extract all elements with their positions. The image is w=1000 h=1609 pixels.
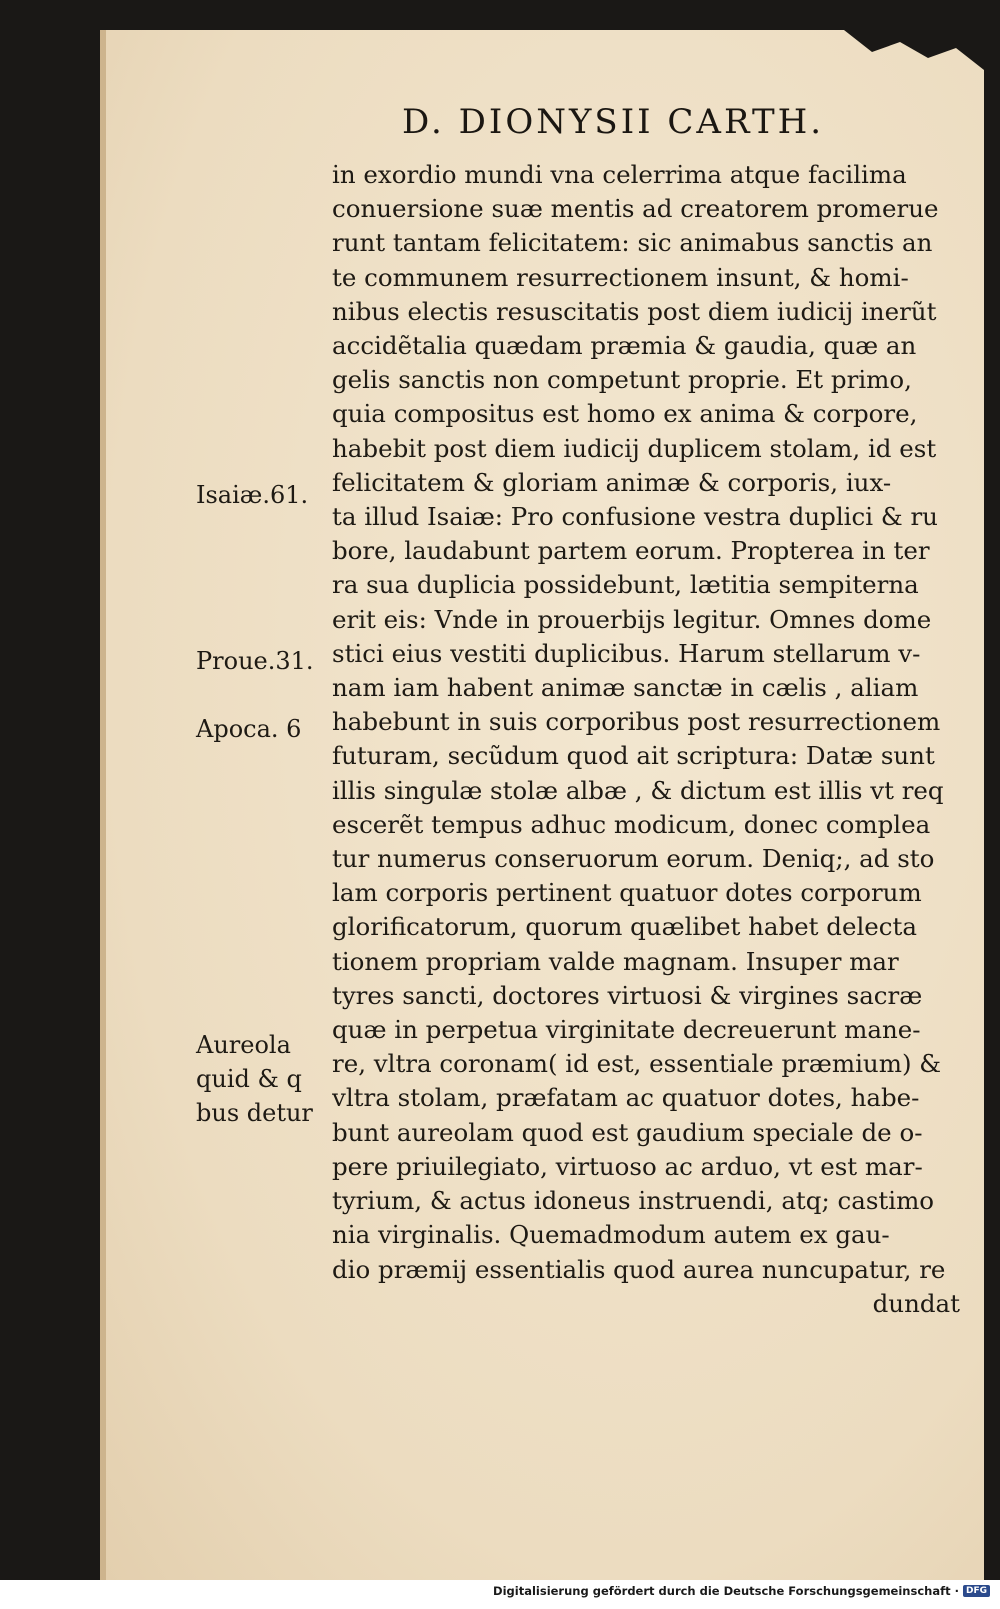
running-head: D. DIONYSII CARTH. — [402, 102, 825, 142]
text-line: nam iam habent animæ sanctæ in cælis , aliam — [332, 673, 919, 703]
text-line: quia compositus est homo ex anima & corpore, — [332, 399, 918, 429]
text-line: glorificatorum, quorum quælibet habet delecta — [332, 912, 917, 942]
text-line: illis singulæ stolæ albæ , & dictum est illis vt req — [332, 775, 944, 805]
text-line: tyrium, & actus idoneus instruendi, atq; castimo — [332, 1186, 935, 1216]
body-text — [332, 158, 960, 1321]
text-line: re, vltra coronam( id est, essentiale præmium) & — [332, 1049, 942, 1079]
text-line: nia virginalis. Quemadmodum autem ex gau- — [332, 1220, 890, 1250]
text-line: dundat — [872, 1288, 960, 1318]
text-line: habebit post diem iudicij duplicem stolam, id est — [332, 433, 937, 463]
text-line: pere priuilegiato, virtuoso ac arduo, vt est mar- — [332, 1151, 923, 1181]
marginal-note-proverbs: Proue.31. — [196, 647, 314, 675]
text-line: gelis sanctis non competunt proprie. Et primo, — [332, 365, 912, 395]
text-line: vltra stolam, præfatam ac quatuor dotes, habe- — [332, 1083, 920, 1113]
marginal-note-aureola: Aureola quid & q bus detur — [196, 1031, 313, 1127]
book-page — [100, 30, 984, 1580]
text-line: futuram, secũdum quod ait scriptura: Datæ sunt — [332, 741, 935, 771]
text-line: accidẽtalia quædam præmia & gaudia, quæ an — [332, 331, 917, 361]
text-line: runt tantam felicitatem: sic animabus sanctis an — [332, 228, 933, 258]
text-line: escerẽt tempus adhuc modicum, donec complea — [332, 809, 931, 839]
text-line: ra sua duplicia possidebunt, lætitia sempiterna — [332, 570, 919, 600]
text-line: conuersione suæ mentis ad creatorem promerue — [332, 194, 939, 224]
text-line: ta illud Isaiæ: Pro confusione vestra duplici & ru — [332, 502, 938, 532]
text-line: bore, laudabunt partem eorum. Propterea in ter — [332, 536, 930, 566]
text-line: tur numerus conseruorum eorum. Deniq;, ad sto — [332, 844, 935, 874]
text-line: te communem resurrectionem insunt, & homi- — [332, 262, 909, 292]
text-line: nibus electis resuscitatis post diem iudicij inerũt — [332, 296, 937, 326]
text-line: erit eis: Vnde in prouerbijs legitur. Omnes dome — [332, 604, 932, 634]
marginal-note-isaiah: Isaiæ.61. — [196, 481, 309, 509]
text-line: felicitatem & gloriam animæ & corporis, iux- — [332, 467, 892, 497]
text-line: bunt aureolam quod est gaudium speciale de o- — [332, 1117, 923, 1147]
text-line: tionem propriam valde magnam. Insuper mar — [332, 946, 899, 976]
text-line: dio præmij essentialis quod aurea nuncupatur, re — [332, 1254, 946, 1284]
marginal-note-apocalypse: Apoca. 6 — [196, 715, 302, 743]
text-line: in exordio mundi vna celerrima atque facilima — [332, 160, 907, 189]
text-line: tyres sancti, doctores virtuosi & virgines sacræ — [332, 980, 923, 1010]
text-line: quæ in perpetua virginitate decreuerunt mane- — [332, 1015, 921, 1045]
footer-text: Digitalisierung gefördert durch die Deutsche Forschungsgemeinschaft · — [493, 1584, 959, 1598]
torn-page-edge — [844, 30, 984, 70]
text-line: stici eius vestiti duplicibus. Harum stellarum v- — [332, 638, 921, 668]
text-line: habebunt in suis corporibus post resurrectionem — [332, 707, 941, 737]
footer-credit — [493, 1584, 990, 1598]
dfg-logo: DFG — [963, 1585, 990, 1597]
text-line: lam corporis pertinent quatuor dotes corporum — [332, 878, 922, 908]
